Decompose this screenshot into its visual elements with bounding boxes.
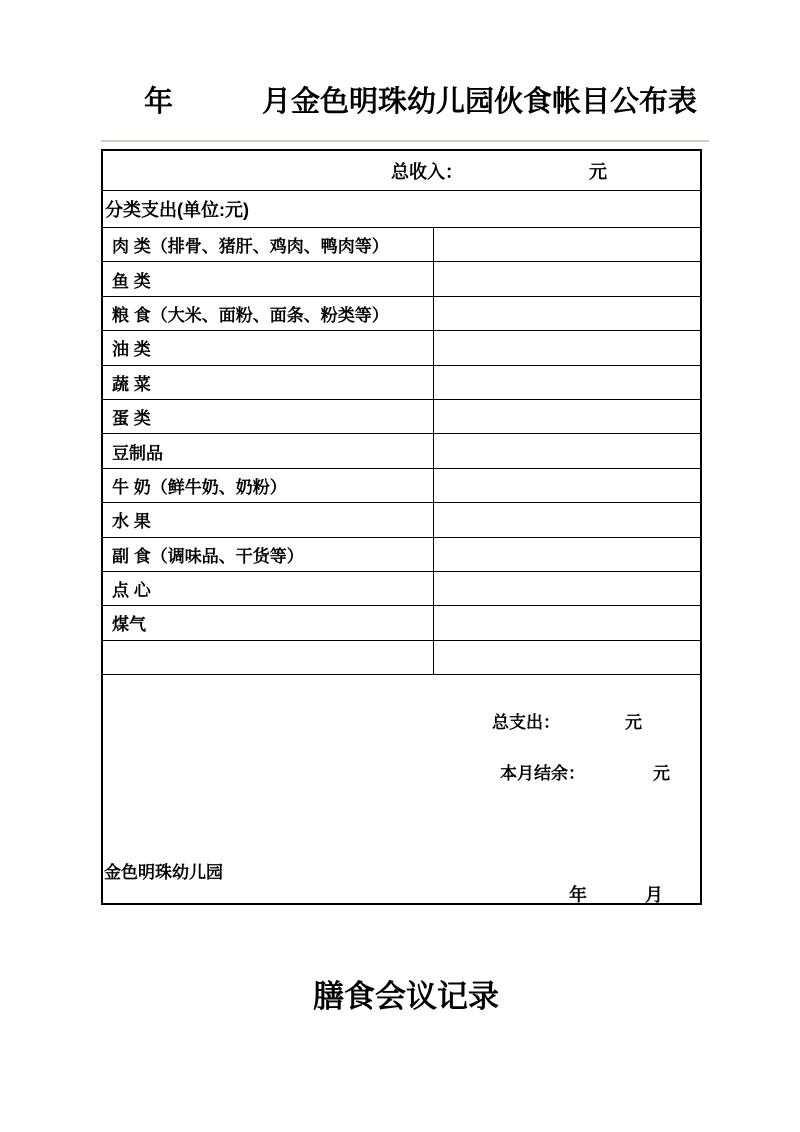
category-label: 鱼 类 <box>103 262 434 295</box>
table-row-milk <box>103 469 700 503</box>
table-row-vegetable <box>103 366 700 400</box>
category-label: 煤气 <box>103 606 434 639</box>
total-expense-unit: 元 <box>625 713 642 733</box>
amount-cell <box>434 469 700 502</box>
table-row-gas <box>103 606 700 640</box>
total-income-unit: 元 <box>589 161 607 182</box>
amount-cell <box>434 331 700 364</box>
category-label: 肉 类（排骨、猪肝、鸡肉、鸭肉等） <box>103 228 434 261</box>
amount-cell <box>434 434 700 467</box>
amount-cell <box>434 262 700 295</box>
table-row-bean-products <box>103 434 700 468</box>
total-expense-label: 总支出： <box>492 713 560 733</box>
table-row-meat <box>103 228 700 262</box>
amount-cell <box>434 606 700 639</box>
monthly-balance-unit: 元 <box>653 764 670 784</box>
amount-cell <box>434 641 700 674</box>
amount-cell <box>434 366 700 399</box>
category-label: 牛 奶（鲜牛奶、奶粉） <box>103 469 434 502</box>
table-row-oil <box>103 331 700 365</box>
category-label: 点 心 <box>103 572 434 605</box>
meal-meeting-record-heading: 膳食会议记录 <box>313 979 499 1014</box>
table-row-grain <box>103 297 700 331</box>
title-divider-rule <box>101 140 709 142</box>
category-label: 副 食（调味品、干货等） <box>103 538 434 571</box>
table-row-fruit <box>103 503 700 537</box>
table-row-blank <box>103 641 700 675</box>
category-label <box>103 641 434 674</box>
summary-signature-cell <box>103 675 700 906</box>
organization-name: 金色明珠幼儿园 <box>104 863 223 883</box>
signature-date-year: 年 <box>569 885 587 906</box>
amount-cell <box>434 503 700 536</box>
table-row-egg <box>103 400 700 434</box>
table-row-fish <box>103 262 700 296</box>
total-income-label: 总收入： <box>391 161 463 182</box>
title-year-placeholder: 年 <box>144 86 174 118</box>
category-label: 豆制品 <box>103 434 434 467</box>
signature-date-month: 月 <box>645 885 663 906</box>
total-income-row <box>103 151 700 191</box>
category-label: 粮 食（大米、面粉、面条、粉类等） <box>103 297 434 330</box>
section-header-label: 分类支出(单位:元) <box>105 200 249 220</box>
category-label: 蛋 类 <box>103 400 434 433</box>
amount-cell <box>434 538 700 571</box>
amount-cell <box>434 400 700 433</box>
amount-cell <box>434 297 700 330</box>
category-label: 油 类 <box>103 331 434 364</box>
monthly-balance-label: 本月结余： <box>500 764 585 784</box>
food-account-table <box>101 149 702 905</box>
amount-cell <box>434 572 700 605</box>
category-label: 水 果 <box>103 503 434 536</box>
section-header-row <box>103 191 700 228</box>
table-row-snacks <box>103 572 700 606</box>
amount-cell <box>434 228 700 261</box>
page-title: 月金色明珠幼儿园伙食帐目公布表 <box>262 86 698 118</box>
category-label: 蔬 菜 <box>103 366 434 399</box>
table-row-non-staple <box>103 538 700 572</box>
